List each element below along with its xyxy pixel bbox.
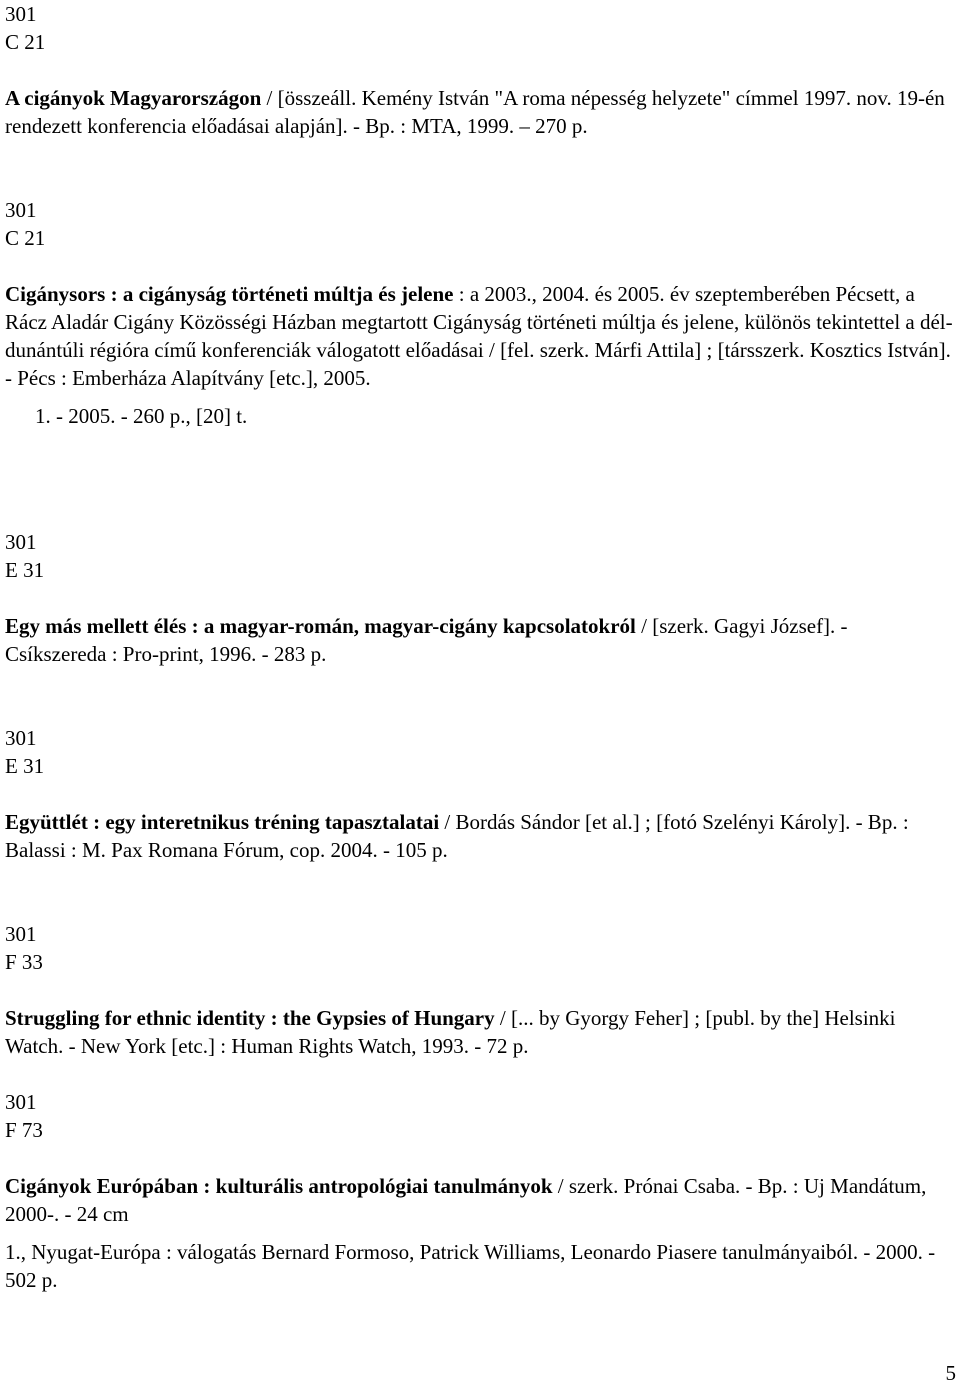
record-details: / Bordás Sándor [et al.] ; [fotó Szelényi Károly]. - Bp. : Balassi : M. Pax Romana Fórum, cop. 2004. - 105 p. <box>5 810 909 862</box>
volume-note: 1. - 2005. - 260 p., [20] t. <box>35 404 248 428</box>
catalog-entry <box>5 528 953 668</box>
record-title: Struggling for ethnic identity : the Gypsies of Hungary <box>5 1006 495 1030</box>
call-number-class: 301 <box>5 1090 37 1114</box>
catalog-entry <box>5 920 953 1060</box>
bibliographic-record <box>5 84 953 140</box>
catalog-entry <box>5 724 953 864</box>
record-details: / [... by Gyorgy Feher] ; [publ. by the] Helsinki Watch. - New York [etc.] : Human Rights Watch, 1993. - 72 p. <box>5 1006 896 1058</box>
record-details: / szerk. Prónai Csaba. - Bp. : Uj Mandátum, 2000-. - 24 cm <box>5 1174 927 1226</box>
call-number-shelf: E 31 <box>5 558 45 582</box>
call-number-class: 301 <box>5 2 37 26</box>
bibliographic-record <box>5 1004 953 1060</box>
catalog-entry <box>5 0 953 140</box>
record-title: A cigányok Magyarországon <box>5 86 262 110</box>
call-number-class: 301 <box>5 726 37 750</box>
volume-note: 1., Nyugat-Európa : válogatás Bernard Formoso, Patrick Williams, Leonardo Piasere tanulmányaiból. - 2000. - 502 p. <box>5 1240 936 1292</box>
bibliographic-record <box>5 280 953 392</box>
call-number-shelf: F 73 <box>5 1118 43 1142</box>
bibliographic-record <box>5 808 953 864</box>
record-title: Cigányok Európában : kulturális antropológiai tanulmányok <box>5 1174 553 1198</box>
call-number-class: 301 <box>5 530 37 554</box>
call-number-shelf: C 21 <box>5 30 46 54</box>
record-details: : a 2003., 2004. és 2005. év szeptemberében Pécsett, a Rácz Aladár Cigány Közösségi Házban megtartott Cigányság történeti múltja és jelene, különös tekintettel a dél-dunántúli régióra című konferenciák válogatott előadásai / [fel. szerk. Márfi Attila] ; [társszerk. Kosztics István]. - Pécs : Emberháza Alapítvány [etc.], 2005. <box>5 282 953 390</box>
catalog-entry <box>5 1088 953 1294</box>
call-number-class: 301 <box>5 198 37 222</box>
call-number-class: 301 <box>5 922 37 946</box>
catalog-entry <box>5 196 953 430</box>
call-number-shelf: C 21 <box>5 226 46 250</box>
record-title: Együttlét : egy interetnikus tréning tapasztalatai <box>5 810 440 834</box>
record-details: / [összeáll. Kemény István "A roma népesség helyzete" címmel 1997. nov. 19-én rendezett konferencia előadásai alapján]. - Bp. : MTA, 1999. ‒ 270 p. <box>5 86 945 138</box>
record-title: Cigánysors : a cigányság történeti múltja és jelene <box>5 282 454 306</box>
bibliographic-record <box>5 612 953 668</box>
page-number: 5 <box>945 1361 956 1385</box>
call-number-shelf: F 33 <box>5 950 43 974</box>
call-number-shelf: E 31 <box>5 754 45 778</box>
record-title: Egy más mellett élés : a magyar-román, magyar-cigány kapcsolatokról <box>5 614 636 638</box>
bibliographic-record <box>5 1172 953 1228</box>
record-details: / [szerk. Gagyi József]. - Csíkszereda : Pro-print, 1996. - 283 p. <box>5 614 848 666</box>
